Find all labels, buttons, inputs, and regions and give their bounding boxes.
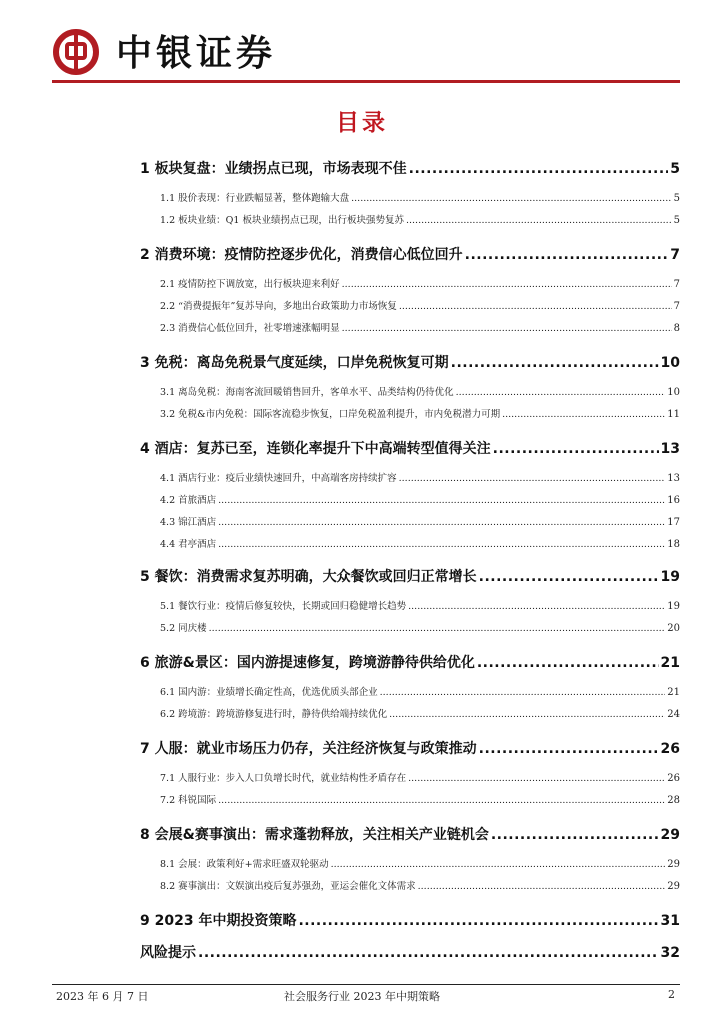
toc-entry-title: 3.2 免税&市内免税：国际客流稳步恢复，口岸免税盈利提升，市内免税潜力可期 <box>160 409 501 420</box>
toc-entry-title: 1 板块复盘：业绩拐点已现，市场表现不佳 <box>140 161 407 177</box>
toc-section[interactable] <box>140 652 680 672</box>
toc-subsection[interactable] <box>160 298 680 312</box>
header-rule <box>52 80 680 83</box>
boc-logo-icon <box>52 28 104 78</box>
page-title: 目录 <box>336 110 388 136</box>
header <box>52 28 672 78</box>
toc-entry-title: 2.2 “消费提振年”复苏导向，多地出台政策助力市场恢复 <box>160 301 397 312</box>
toc-leader-dots <box>408 601 665 612</box>
footer-date: 2023 年 6 月 7 日 <box>56 990 149 1003</box>
toc-leader-dots <box>298 913 658 929</box>
toc-entry-title: 9 2023 年中期投资策略 <box>140 913 297 929</box>
toc-subsection[interactable] <box>160 406 680 420</box>
toc-subsection[interactable] <box>160 856 680 870</box>
toc-entry-title: 3.1 离岛免税：海南客流回暖销售回升，客单水平、品类结构仍待优化 <box>160 387 454 398</box>
toc-page-number: 7 <box>673 301 680 312</box>
toc-subsection[interactable] <box>160 620 680 634</box>
toc-leader-dots <box>399 473 666 484</box>
toc-leader-dots <box>502 409 665 420</box>
toc-section[interactable] <box>140 244 680 264</box>
toc-entry-title: 3 免税：离岛免税景气度延续，口岸免税恢复可期 <box>140 355 449 371</box>
toc-entry-title: 8.1 会展：政策利好+需求旺盛双轮驱动 <box>160 859 329 870</box>
toc-page-number: 16 <box>667 495 680 506</box>
toc-subsection[interactable] <box>160 706 680 720</box>
toc-page-number: 31 <box>660 913 680 929</box>
toc-page-number: 24 <box>667 709 680 720</box>
toc-leader-dots <box>351 193 671 204</box>
toc-subsection[interactable] <box>160 878 680 892</box>
toc-leader-dots <box>198 945 659 961</box>
toc-page-number: 5 <box>670 161 680 177</box>
toc-subsection[interactable] <box>160 792 680 806</box>
toc-entry-title: 6 旅游&景区：国内游提速修复，跨境游静待供给优化 <box>140 655 475 671</box>
toc-section[interactable] <box>140 438 680 458</box>
toc-entry-title: 7.1 人服行业：步入人口负增长时代，就业结构性矛盾存在 <box>160 773 407 784</box>
toc-leader-dots <box>451 355 659 371</box>
toc-section[interactable] <box>140 942 680 962</box>
toc-page-number: 29 <box>660 827 680 843</box>
toc-entry-title: 5.2 同庆楼 <box>160 623 207 634</box>
toc-entry-title: 1.1 股价表现：行业跌幅显著，整体跑输大盘 <box>160 193 350 204</box>
toc-entry-title: 2.1 疫情防控下调放宽，出行板块迎来利好 <box>160 279 340 290</box>
toc-entry-title: 6.1 国内游：业绩增长确定性高，优选优质头部企业 <box>160 687 378 698</box>
toc-entry-title: 2 消费环境：疫情防控逐步优化，消费信心低位回升 <box>140 247 463 263</box>
toc-entry-title: 2.3 消费信心低位回升，社零增速涨幅明显 <box>160 323 340 334</box>
toc-leader-dots <box>477 655 659 671</box>
toc-entry-title: 5.1 餐饮行业：疫情后修复较快，长期或回归稳健增长趋势 <box>160 601 407 612</box>
toc-page-number: 18 <box>667 539 680 550</box>
toc-leader-dots <box>479 569 659 585</box>
toc-section[interactable] <box>140 352 680 372</box>
toc-subsection[interactable] <box>160 536 680 550</box>
toc-leader-dots <box>380 687 666 698</box>
toc-entry-title: 4.2 首旅酒店 <box>160 495 217 506</box>
toc-leader-dots <box>491 827 659 843</box>
toc-leader-dots <box>456 387 666 398</box>
toc-page-number: 32 <box>660 945 680 961</box>
toc-page-number: 7 <box>670 247 680 263</box>
toc-leader-dots <box>399 301 672 312</box>
toc-leader-dots <box>493 441 659 457</box>
toc-page-number: 5 <box>673 193 680 204</box>
toc-subsection[interactable] <box>160 190 680 204</box>
toc-subsection[interactable] <box>160 492 680 506</box>
toc-subsection[interactable] <box>160 212 680 226</box>
toc-entry-title: 4.1 酒店行业：疫后业绩快速回升，中高端客房持续扩容 <box>160 473 397 484</box>
toc-page-number: 26 <box>660 741 680 757</box>
toc-entry-title: 4.3 锦江酒店 <box>160 517 217 528</box>
toc-page-number: 11 <box>667 409 680 420</box>
toc-entry-title: 4.4 君亭酒店 <box>160 539 217 550</box>
footer-rule <box>52 984 680 985</box>
toc-entry-title: 6.2 跨境游：跨境游修复进行时，静待供给端持续优化 <box>160 709 388 720</box>
toc-section[interactable] <box>140 824 680 844</box>
toc-entry-title: 1.2 板块业绩：Q1 板块业绩拐点已现，出行板块强势复苏 <box>160 215 404 226</box>
toc-page-number: 13 <box>667 473 680 484</box>
toc-subsection[interactable] <box>160 684 680 698</box>
toc-page-number: 8 <box>673 323 680 334</box>
toc-page-number: 19 <box>660 569 680 585</box>
toc-leader-dots <box>389 709 665 720</box>
toc-page-number: 19 <box>667 601 680 612</box>
toc-leader-dots <box>342 279 672 290</box>
footer-page-number: 2 <box>668 988 675 1001</box>
toc-subsection[interactable] <box>160 514 680 528</box>
toc-leader-dots <box>209 623 666 634</box>
toc-page-number: 20 <box>667 623 680 634</box>
toc-entry-title: 8 会展&赛事演出：需求蓬勃释放，关注相关产业链机会 <box>140 827 489 843</box>
toc-page-number: 10 <box>667 387 680 398</box>
toc-leader-dots <box>406 215 672 226</box>
toc-page-number: 29 <box>667 859 680 870</box>
toc-leader-dots <box>479 741 659 757</box>
toc-subsection[interactable] <box>160 276 680 290</box>
toc-leader-dots <box>408 773 665 784</box>
toc-leader-dots <box>218 495 665 506</box>
toc-section[interactable] <box>140 738 680 758</box>
toc-entry-title: 风险提示 <box>140 945 196 961</box>
toc-subsection[interactable] <box>160 598 680 612</box>
toc-entry-title: 8.2 赛事演出：文娱演出疫后复苏强劲，亚运会催化文体需求 <box>160 881 416 892</box>
toc-page-number: 13 <box>660 441 680 457</box>
toc-subsection[interactable] <box>160 770 680 784</box>
toc-page-number: 26 <box>667 773 680 784</box>
toc-leader-dots <box>218 539 665 550</box>
toc-leader-dots <box>465 247 669 263</box>
toc-subsection[interactable] <box>160 320 680 334</box>
toc-page-number: 10 <box>660 355 680 371</box>
toc-leader-dots <box>218 517 665 528</box>
toc-entry-title: 7.2 科锐国际 <box>160 795 217 806</box>
toc-leader-dots <box>418 881 666 892</box>
toc-subsection[interactable] <box>160 470 680 484</box>
toc-page-number: 5 <box>673 215 680 226</box>
toc-subsection[interactable] <box>160 384 680 398</box>
toc-page-number: 28 <box>667 795 680 806</box>
toc-section[interactable] <box>140 910 680 930</box>
toc-leader-dots <box>331 859 666 870</box>
toc-leader-dots <box>218 795 665 806</box>
toc-page-number: 7 <box>673 279 680 290</box>
toc-page-number: 17 <box>667 517 680 528</box>
toc-page-number: 29 <box>667 881 680 892</box>
toc-leader-dots <box>342 323 672 334</box>
toc-entry-title: 5 餐饮：消费需求复苏明确，大众餐饮或回归正常增长 <box>140 569 477 585</box>
footer-report-name: 社会服务行业 2023 年中期策略 <box>284 990 440 1003</box>
toc-entry-title: 4 酒店：复苏已至，连锁化率提升下中高端转型值得关注 <box>140 441 491 457</box>
toc-leader-dots <box>409 161 669 177</box>
toc-entry-title: 7 人服：就业市场压力仍存，关注经济恢复与政策推动 <box>140 741 477 757</box>
brand-name: 中银证券 <box>116 33 277 74</box>
toc-page-number: 21 <box>660 655 680 671</box>
toc-section[interactable] <box>140 158 680 178</box>
toc-page-number: 21 <box>667 687 680 698</box>
toc-section[interactable] <box>140 566 680 586</box>
